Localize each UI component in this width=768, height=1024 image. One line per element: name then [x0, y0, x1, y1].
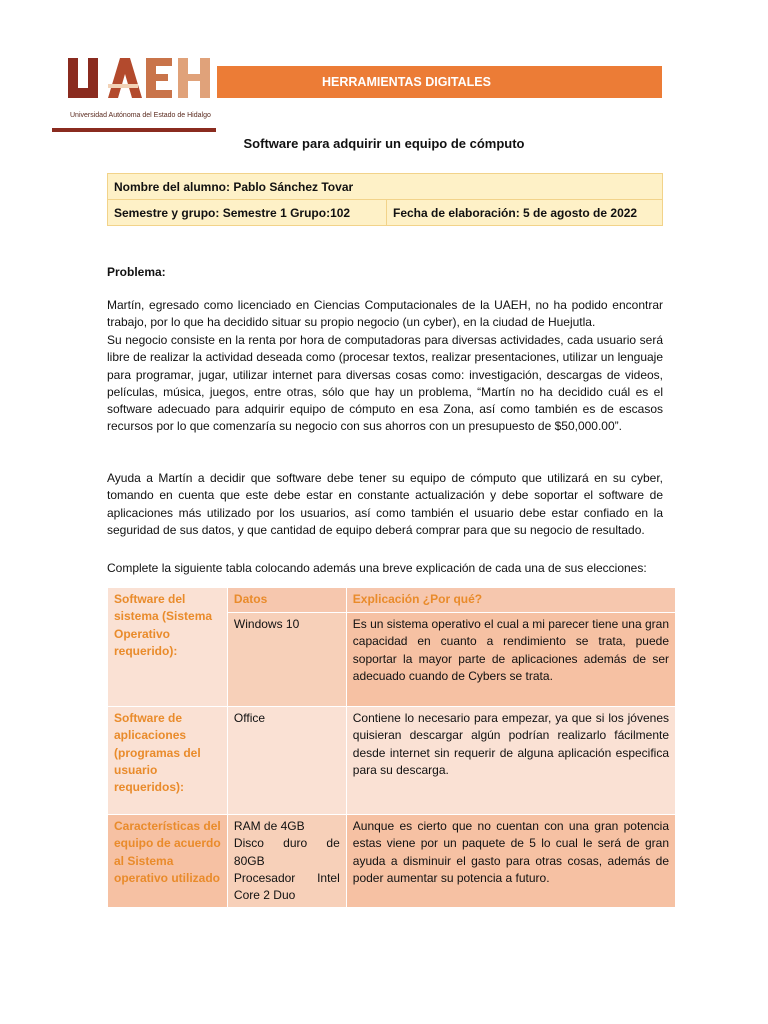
- table-cell-datos: RAM de 4GB Disco duro de 80GB Procesador Intel Core 2 Duo: [227, 815, 346, 908]
- column-header-datos: Datos: [227, 588, 346, 613]
- row-label-application-software: Software de aplicaciones (programas del usuario requeridos):: [108, 707, 228, 815]
- table-cell-explicacion: Contiene lo necesario para empezar, ya que si los jóvenes quisieran descargar algún podrían realizarlo fácilmente desde internet sin requerir de alguna aplicación especifica para su descarga.: [346, 707, 675, 815]
- problem-paragraph-2: Su negocio consiste en la renta por hora de computadoras para diversas actividades, cada usuario será libre de realizar la actividad deseada como (procesar textos, realizar presentaciones, utilizar un lenguaje para programar, jugar, utilizar internet para diversas cosas como: investigación, descargas de videos, películas, música, juegos, entre otras, sólo que hay un problema, “Martín no ha decidido cuál es el software adecuado para adquirir equipo de cómputo en esa Zona, así como también es de escasos recursos por lo que comenzaría su negocio con sus ahorros con un presupuesto de $50,000.00”.: [107, 333, 663, 434]
- selection-table: [107, 587, 676, 908]
- problem-paragraph-1: Martín, egresado como licenciado en Ciencias Computacionales de la UAEH, no ha podido encontrar trabajo, por lo que ha decidido situar su propio negocio (un cyber), en la ciudad de Huejutla.: [107, 298, 663, 330]
- elaboration-date: Fecha de elaboración: 5 de agosto de 2022: [387, 200, 663, 226]
- column-header-explicacion: Explicación ¿Por qué?: [346, 588, 675, 613]
- table-cell-datos: Windows 10: [227, 613, 346, 707]
- problem-heading: Problema:: [107, 265, 166, 279]
- row-label-system-software: Software del sistema (Sistema Operativo requerido):: [108, 588, 228, 707]
- problem-paragraph-3: Ayuda a Martín a decidir que software debe tener su equipo de cómputo que utilizará en su cyber, tomando en cuenta que este debe estar en constante actualización y debe soportar el software de aplicaciones más utilizado por los usuarios, así como también el usuario debe estar confiado en la seguridad de sus datos, y que cantidad de equipo deberá comprar para que su negocio de resultado.: [107, 471, 663, 537]
- table-cell-datos: Office: [227, 707, 346, 815]
- course-title: HERRAMIENTAS DIGITALES: [322, 75, 491, 89]
- row-label-equipment-specs: Características del equipo de acuerdo al Sistema operativo utilizado: [108, 815, 228, 908]
- student-name: Nombre del alumno: Pablo Sánchez Tovar: [108, 174, 663, 200]
- uaeh-logo: [62, 54, 222, 134]
- table-cell-explicacion: Aunque es cierto que no cuentan con una gran potencia estas viene por un paquete de 5 lo cual le será de gran ayuda a disminuir el gasto para otras cosas, además de poder aumentar su potencia a futuro.: [346, 815, 675, 908]
- table-cell-explicacion: Es un sistema operativo el cual a mi parecer tiene una gran capacidad en cuanto a rendimiento se trata, puede soportar la mayor parte de aplicaciones además de ser adecuado cuando de Cybers se trata.: [346, 613, 675, 707]
- course-banner: [217, 66, 662, 98]
- document-title: Software para adquirir un equipo de cómputo: [243, 136, 525, 151]
- logo-caption: Universidad Autónoma del Estado de Hidalgo: [70, 112, 211, 119]
- logo-underline: [52, 128, 216, 132]
- instruction-text: Complete la siguiente tabla colocando además una breve explicación de cada una de sus elecciones:: [107, 561, 647, 575]
- student-info-table: [107, 173, 663, 226]
- student-group: Semestre y grupo: Semestre 1 Grupo:102: [108, 200, 387, 226]
